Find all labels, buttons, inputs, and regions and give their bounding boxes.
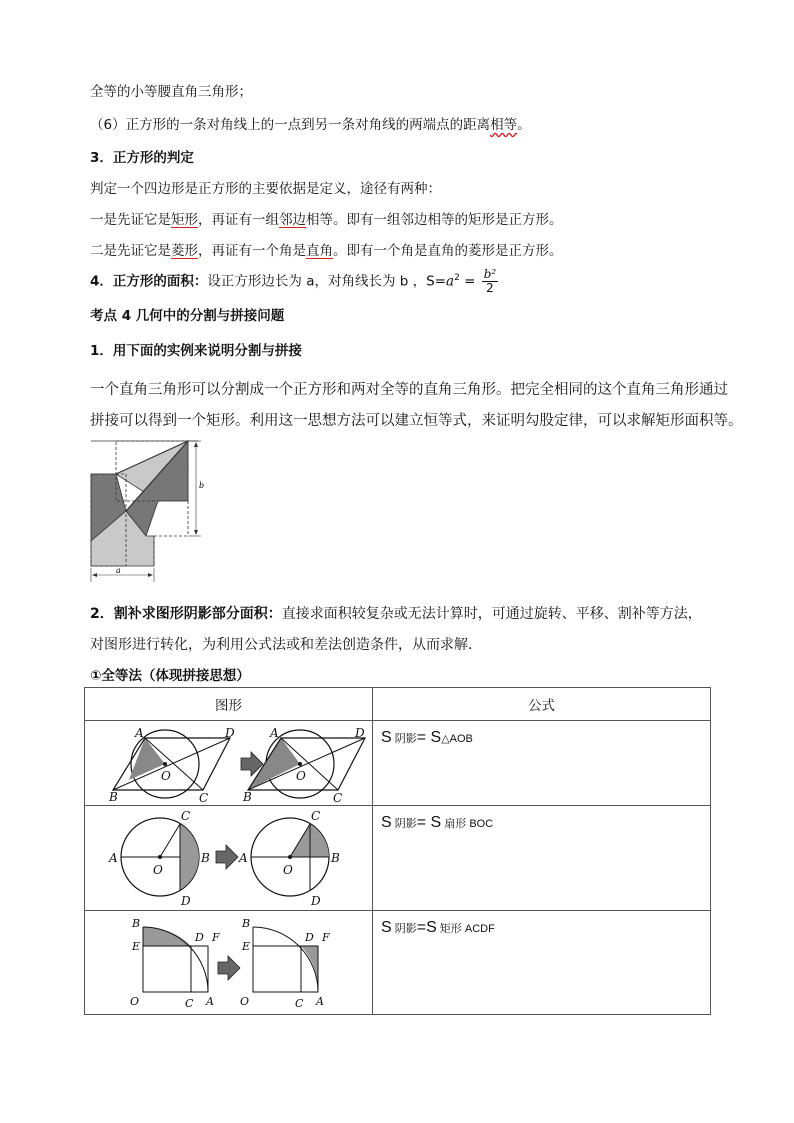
- text-line: 拼接可以得到一个矩形。利用这一思想方法可以建立恒等式，来证明勾股定律，可以求解矩形面积等。: [90, 413, 743, 429]
- fraction-denominator: 2: [486, 281, 494, 295]
- formula-eq: = S: [416, 729, 442, 746]
- keyword-text: 直角: [306, 243, 333, 259]
- table-header-row: [85, 688, 711, 721]
- point-label: O: [240, 995, 250, 1008]
- text-line: 对图形进行转化，为利用公式法或和差法创造条件，从而求解．: [90, 637, 482, 653]
- point-label: B: [243, 790, 252, 804]
- point-label: C: [311, 809, 321, 823]
- section-heading: ①全等法（体现拼接思想）: [90, 668, 250, 684]
- point-label: D: [305, 931, 314, 944]
- dissection-figure: [86, 436, 216, 586]
- formula-exp: 2: [454, 273, 460, 283]
- formula-eq: = S: [416, 814, 442, 831]
- text-line: 判定一个四边形是正方形的主要依据是定义，途径有两种：: [90, 181, 441, 197]
- paragraph-text: 二是先证它是: [90, 243, 171, 259]
- point-label: O: [161, 769, 171, 783]
- figure-cell: [85, 911, 373, 1015]
- paragraph-text: 一是先证它是: [90, 212, 171, 228]
- text-line: [90, 603, 702, 623]
- column-header-formula: 公式: [373, 688, 711, 721]
- formula-subscript: △AOB: [441, 733, 473, 745]
- formula-var: a: [446, 273, 455, 290]
- paragraph-text: 。: [517, 117, 531, 133]
- formula-subscript: 矩形 ACDF: [436, 923, 495, 935]
- section-heading: 1．用下面的实例来说明分割与拼接: [90, 343, 302, 359]
- paragraph-text: 相等。即有一组邻边相等的矩形是正方形。: [306, 212, 563, 228]
- table-row: [85, 806, 711, 911]
- transform-arrow-icon: [218, 956, 240, 980]
- dimension-label-a: a: [116, 566, 121, 575]
- circle-sector-figure: [85, 806, 371, 910]
- formula-cell: [373, 911, 711, 1015]
- section-heading: 考点 4 几何中的分割与拼接问题: [90, 308, 285, 324]
- point-label: B: [109, 790, 118, 804]
- formula-subscript: 阴影: [391, 733, 417, 745]
- point-label: A: [316, 995, 324, 1008]
- keyword-text: 相等: [490, 117, 518, 133]
- point-label: A: [270, 726, 279, 740]
- section-heading: 2．割补求图形阴影部分面积：: [90, 606, 282, 622]
- keyword-text: 菱形: [171, 243, 198, 259]
- formula-symbol: S: [381, 729, 392, 746]
- paragraph-text: 设正方形边长为 a，对角线长为 b ，S=: [207, 273, 447, 290]
- paragraph-text: （6）正方形的一条对角线上的一点到另一条对角线的两端点的距离: [90, 117, 491, 133]
- point-label: O: [296, 769, 306, 783]
- quarter-circle-rectangle-figure: [85, 911, 371, 1014]
- point-label: C: [199, 791, 209, 805]
- transform-arrow-icon: [216, 845, 238, 869]
- point-label: O: [130, 995, 140, 1008]
- point-label: D: [181, 894, 191, 908]
- keyword-text: 矩形: [171, 212, 198, 228]
- formula-cell: [373, 806, 711, 911]
- text-line: [90, 113, 531, 133]
- section-heading: 3．正方形的判定: [90, 150, 194, 166]
- text-line: 一个直角三角形可以分割成一个正方形和两对全等的直角三角形。把完全相同的这个直角三角形通过: [90, 382, 728, 398]
- formula-table: [84, 687, 711, 1015]
- point-label: B: [331, 851, 340, 865]
- keyword-text: 邻边: [279, 212, 306, 228]
- point-label: A: [239, 851, 248, 865]
- paragraph-text: ，再证有一个角是: [198, 243, 306, 259]
- text-line: [90, 208, 563, 228]
- point-label: C: [295, 997, 304, 1010]
- point-label: F: [212, 931, 220, 944]
- section-heading: 4．正方形的面积：: [90, 273, 208, 290]
- paragraph-text: 全等的小等腰直角三角形；: [90, 84, 252, 100]
- point-label: E: [132, 940, 141, 953]
- point-label: E: [242, 940, 251, 953]
- fraction-numerator: b²: [483, 267, 497, 281]
- point-label: C: [333, 791, 343, 805]
- text-line: [90, 239, 563, 259]
- text-line: [90, 268, 498, 295]
- point-label: O: [153, 863, 163, 877]
- point-label: B: [201, 851, 210, 865]
- column-header-figure: 图形: [85, 688, 373, 721]
- fraction: [482, 268, 499, 295]
- point-label: A: [135, 726, 144, 740]
- figure-cell: [85, 721, 373, 806]
- formula-subscript: 扇形 BOC: [441, 818, 494, 830]
- point-label: F: [322, 931, 330, 944]
- circle-parallelogram-figure: [85, 721, 371, 805]
- paragraph-text: 。即有一个角是直角的菱形是正方形。: [333, 243, 563, 259]
- point-label: C: [185, 997, 194, 1010]
- formula-eq: =S: [416, 919, 437, 936]
- formula-symbol: S: [381, 814, 392, 831]
- formula-subscript: 阴影: [391, 923, 417, 935]
- formula-cell: [373, 721, 711, 806]
- point-label: A: [206, 995, 214, 1008]
- point-label: D: [355, 726, 365, 740]
- point-label: O: [283, 863, 293, 877]
- table-row: [85, 721, 711, 806]
- paragraph-text: 直接求面积较复杂或无法计算时，可通过旋转、平移、割补等方法，: [281, 606, 702, 622]
- point-label: D: [225, 726, 235, 740]
- dimension-label-b: b: [199, 481, 205, 490]
- table-row: [85, 911, 711, 1015]
- formula-subscript: 阴影: [391, 818, 417, 830]
- point-label: D: [311, 894, 321, 908]
- point-label: A: [109, 851, 118, 865]
- figure-cell: [85, 806, 373, 911]
- point-label: C: [181, 809, 191, 823]
- point-label: B: [242, 917, 251, 930]
- point-label: B: [132, 917, 141, 930]
- paragraph-text: ，再证有一组: [198, 212, 279, 228]
- text-line: [90, 80, 252, 100]
- formula-eq: =: [459, 273, 480, 290]
- point-label: D: [195, 931, 204, 944]
- formula-symbol: S: [381, 919, 392, 936]
